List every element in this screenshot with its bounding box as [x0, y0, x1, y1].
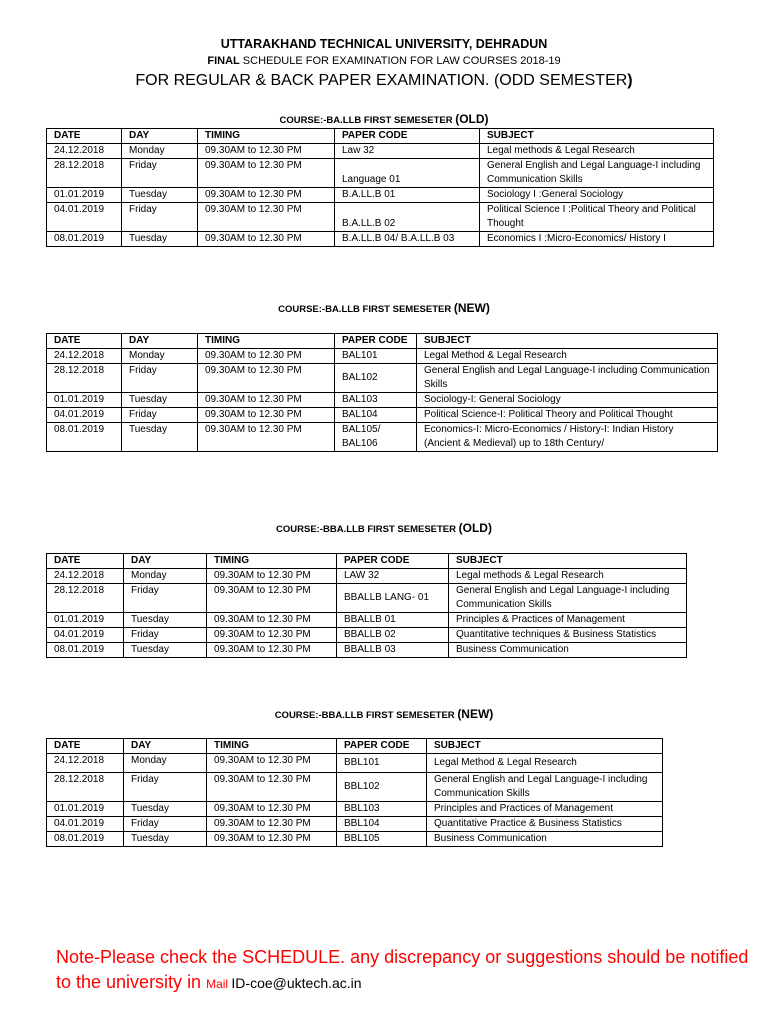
cell-paper-code: BBL103 — [337, 802, 427, 817]
cell-subject: Quantitative techniques & Business Statistics — [449, 628, 687, 643]
note-text: Note-Please check the SCHEDULE. any discrepancy or suggestions should be notified to the university in — [56, 947, 749, 992]
table-row — [47, 159, 714, 188]
table-row — [47, 802, 663, 817]
cell-date: 08.01.2019 — [47, 832, 124, 847]
cell-date: 01.01.2019 — [47, 188, 122, 203]
table-row — [47, 754, 663, 773]
column-header: DAY — [124, 739, 207, 754]
cell-subject: Business Communication — [449, 643, 687, 658]
table-row — [47, 408, 718, 423]
column-header: TIMING — [198, 129, 335, 144]
cell-paper-code: BAL104 — [335, 408, 417, 423]
cell-subject: Legal Method & Legal Research — [417, 349, 718, 364]
cell-timing: 09.30AM to 12.30 PM — [207, 832, 337, 847]
column-header: DAY — [124, 554, 207, 569]
cell-date: 04.01.2019 — [47, 203, 122, 232]
table-row — [47, 643, 687, 658]
university-name: UTTARAKHAND TECHNICAL UNIVERSITY, DEHRADUN — [220, 37, 548, 51]
cell-subject: General English and Legal Language-I including Communication Skills — [449, 584, 687, 613]
cell-timing: 09.30AM to 12.30 PM — [198, 364, 335, 393]
cell-timing: 09.30AM to 12.30 PM — [207, 613, 337, 628]
schedule-subtitle — [0, 55, 768, 67]
course-title-bballb-new — [0, 707, 768, 721]
schedule-table-bballb-old — [46, 553, 687, 658]
column-header: DAY — [122, 334, 198, 349]
cell-date: 24.12.2018 — [47, 349, 122, 364]
cell-date: 01.01.2019 — [47, 802, 124, 817]
exam-title-paren: ) — [627, 72, 633, 89]
cell-day: Friday — [124, 628, 207, 643]
table-row — [47, 144, 714, 159]
cell-timing: 09.30AM to 12.30 PM — [198, 203, 335, 232]
cell-subject: Principles and Practices of Management — [427, 802, 663, 817]
cell-date: 24.12.2018 — [47, 569, 124, 584]
table-row — [47, 188, 714, 203]
table-row — [47, 203, 714, 232]
exam-title-text: FOR REGULAR & BACK PAPER EXAMINATION. (ODD SEMESTER — [135, 72, 628, 89]
cell-subject: Economics I :Micro-Economics/ History I — [480, 232, 714, 247]
cell-day: Tuesday — [124, 832, 207, 847]
table-header-row — [47, 554, 687, 569]
course-name: COURSE:-BA.LLB FIRST SEMESETER — [279, 115, 453, 126]
cell-date: 08.01.2019 — [47, 423, 122, 452]
cell-paper-code: BBALLB LANG- 01 — [337, 584, 449, 613]
cell-day: Monday — [124, 754, 207, 773]
column-header: TIMING — [198, 334, 335, 349]
cell-paper-code: BBALLB 03 — [337, 643, 449, 658]
cell-paper-code: BAL102 — [335, 364, 417, 393]
column-header: DAY — [122, 129, 198, 144]
course-name: COURSE:-BA.LLB FIRST SEMESETER — [278, 304, 452, 315]
cell-timing: 09.30AM to 12.30 PM — [198, 349, 335, 364]
table-row — [47, 393, 718, 408]
cell-date: 04.01.2019 — [47, 817, 124, 832]
cell-timing: 09.30AM to 12.30 PM — [207, 584, 337, 613]
schedule-table-bballb-new — [46, 738, 663, 847]
cell-date: 24.12.2018 — [47, 144, 122, 159]
cell-timing: 09.30AM to 12.30 PM — [198, 159, 335, 188]
table-row — [47, 569, 687, 584]
cell-date: 04.01.2019 — [47, 408, 122, 423]
cell-subject: Legal methods & Legal Research — [449, 569, 687, 584]
cell-day: Friday — [122, 364, 198, 393]
cell-timing: 09.30AM to 12.30 PM — [207, 817, 337, 832]
cell-paper-code: BBALLB 01 — [337, 613, 449, 628]
column-header: TIMING — [207, 739, 337, 754]
cell-day: Tuesday — [122, 393, 198, 408]
cell-subject: Business Communication — [427, 832, 663, 847]
column-header: PAPER CODE — [337, 554, 449, 569]
cell-timing: 09.30AM to 12.30 PM — [207, 643, 337, 658]
cell-timing: 09.30AM to 12.30 PM — [198, 423, 335, 452]
cell-day: Tuesday — [122, 188, 198, 203]
cell-timing: 09.30AM to 12.30 PM — [198, 144, 335, 159]
cell-day: Friday — [124, 817, 207, 832]
cell-subject: Legal methods & Legal Research — [480, 144, 714, 159]
cell-day: Friday — [124, 773, 207, 802]
table-row — [47, 364, 718, 393]
cell-day: Tuesday — [124, 613, 207, 628]
column-header: DATE — [47, 739, 124, 754]
cell-paper-code: B.A.LL.B 02 — [335, 203, 480, 232]
column-header: DATE — [47, 554, 124, 569]
cell-paper-code: B.A.LL.B 04/ B.A.LL.B 03 — [335, 232, 480, 247]
mail-label: Mail — [206, 977, 232, 991]
cell-date: 24.12.2018 — [47, 754, 124, 773]
cell-date: 28.12.2018 — [47, 584, 124, 613]
cell-subject: Sociology I :General Sociology — [480, 188, 714, 203]
course-title-ballb-old — [0, 112, 768, 126]
column-header: PAPER CODE — [337, 739, 427, 754]
cell-subject: General English and Legal Language-I including Communication Skills — [427, 773, 663, 802]
exam-title — [0, 72, 768, 90]
course-name: COURSE:-BBA.LLB FIRST SEMESETER — [276, 524, 456, 535]
cell-timing: 09.30AM to 12.30 PM — [198, 188, 335, 203]
cell-subject: Sociology-I: General Sociology — [417, 393, 718, 408]
cell-day: Tuesday — [122, 423, 198, 452]
column-header: SUBJECT — [480, 129, 714, 144]
cell-paper-code: LAW 32 — [337, 569, 449, 584]
cell-subject: Political Science I :Political Theory and Political Thought — [480, 203, 714, 232]
column-header: PAPER CODE — [335, 334, 417, 349]
course-title-ballb-new — [0, 301, 768, 315]
column-header: DATE — [47, 129, 122, 144]
table-row — [47, 832, 663, 847]
cell-paper-code: Law 32 — [335, 144, 480, 159]
cell-timing: 09.30AM to 12.30 PM — [198, 232, 335, 247]
cell-day: Tuesday — [124, 643, 207, 658]
cell-date: 28.12.2018 — [47, 364, 122, 393]
cell-day: Tuesday — [124, 802, 207, 817]
table-row — [47, 423, 718, 452]
cell-subject: Principles & Practices of Management — [449, 613, 687, 628]
cell-paper-code: BAL105/ BAL106 — [335, 423, 417, 452]
table-row — [47, 628, 687, 643]
cell-paper-code: BBL101 — [337, 754, 427, 773]
cell-date: 01.01.2019 — [47, 613, 124, 628]
cell-date: 08.01.2019 — [47, 643, 124, 658]
column-header: SUBJECT — [449, 554, 687, 569]
cell-paper-code: BBL102 — [337, 773, 427, 802]
cell-subject: General English and Legal Language-I including Communication Skills — [417, 364, 718, 393]
cell-date: 01.01.2019 — [47, 393, 122, 408]
cell-timing: 09.30AM to 12.30 PM — [207, 569, 337, 584]
cell-date: 04.01.2019 — [47, 628, 124, 643]
mail-id-link[interactable]: ID-coe@uktech.ac.in — [231, 975, 362, 991]
table-row — [47, 773, 663, 802]
schedule-table-ballb-old — [46, 128, 714, 247]
cell-day: Friday — [122, 408, 198, 423]
column-header: DATE — [47, 334, 122, 349]
cell-paper-code: BBALLB 02 — [337, 628, 449, 643]
cell-day: Friday — [124, 584, 207, 613]
cell-timing: 09.30AM to 12.30 PM — [198, 408, 335, 423]
cell-paper-code: BAL101 — [335, 349, 417, 364]
cell-day: Friday — [122, 203, 198, 232]
course-name: COURSE:-BBA.LLB FIRST SEMESETER — [274, 710, 455, 721]
cell-date: 28.12.2018 — [47, 159, 122, 188]
column-header: PAPER CODE — [335, 129, 480, 144]
cell-timing: 09.30AM to 12.30 PM — [198, 393, 335, 408]
cell-subject: Economics-I: Micro-Economics / History-I: Indian History (Ancient & Medieval) up to 18th Century/ — [417, 423, 718, 452]
cell-timing: 09.30AM to 12.30 PM — [207, 628, 337, 643]
cell-timing: 09.30AM to 12.30 PM — [207, 754, 337, 773]
schedule-final-word: FINAL — [207, 55, 240, 67]
cell-paper-code: Language 01 — [335, 159, 480, 188]
course-tag: (OLD) — [458, 521, 492, 535]
cell-subject: Political Science-I: Political Theory and Political Thought — [417, 408, 718, 423]
table-row — [47, 817, 663, 832]
cell-day: Friday — [122, 159, 198, 188]
table-header-row — [47, 739, 663, 754]
schedule-table-ballb-new — [46, 333, 718, 452]
course-title-bballb-old — [0, 521, 768, 535]
cell-timing: 09.30AM to 12.30 PM — [207, 773, 337, 802]
table-header-row — [47, 334, 718, 349]
column-header: TIMING — [207, 554, 337, 569]
cell-day: Monday — [122, 349, 198, 364]
cell-subject: Legal Method & Legal Research — [427, 754, 663, 773]
table-header-row — [47, 129, 714, 144]
course-tag: (NEW) — [457, 707, 494, 721]
table-row — [47, 613, 687, 628]
cell-paper-code: BBL105 — [337, 832, 427, 847]
cell-paper-code: B.A.LL.B 01 — [335, 188, 480, 203]
cell-subject: Quantitative Practice & Business Statistics — [427, 817, 663, 832]
cell-date: 08.01.2019 — [47, 232, 122, 247]
cell-date: 28.12.2018 — [47, 773, 124, 802]
cell-day: Tuesday — [122, 232, 198, 247]
schedule-subtitle-rest: SCHEDULE FOR EXAMINATION FOR LAW COURSES 2018-19 — [239, 55, 561, 67]
table-row — [47, 584, 687, 613]
table-row — [47, 232, 714, 247]
course-tag: (OLD) — [455, 112, 489, 126]
cell-paper-code: BBL104 — [337, 817, 427, 832]
column-header: SUBJECT — [417, 334, 718, 349]
column-header: SUBJECT — [427, 739, 663, 754]
cell-timing: 09.30AM to 12.30 PM — [207, 802, 337, 817]
cell-day: Monday — [124, 569, 207, 584]
discrepancy-note — [56, 945, 756, 997]
cell-day: Monday — [122, 144, 198, 159]
cell-subject: General English and Legal Language-I including Communication Skills — [480, 159, 714, 188]
cell-paper-code: BAL103 — [335, 393, 417, 408]
table-row — [47, 349, 718, 364]
course-tag: (NEW) — [453, 301, 490, 315]
